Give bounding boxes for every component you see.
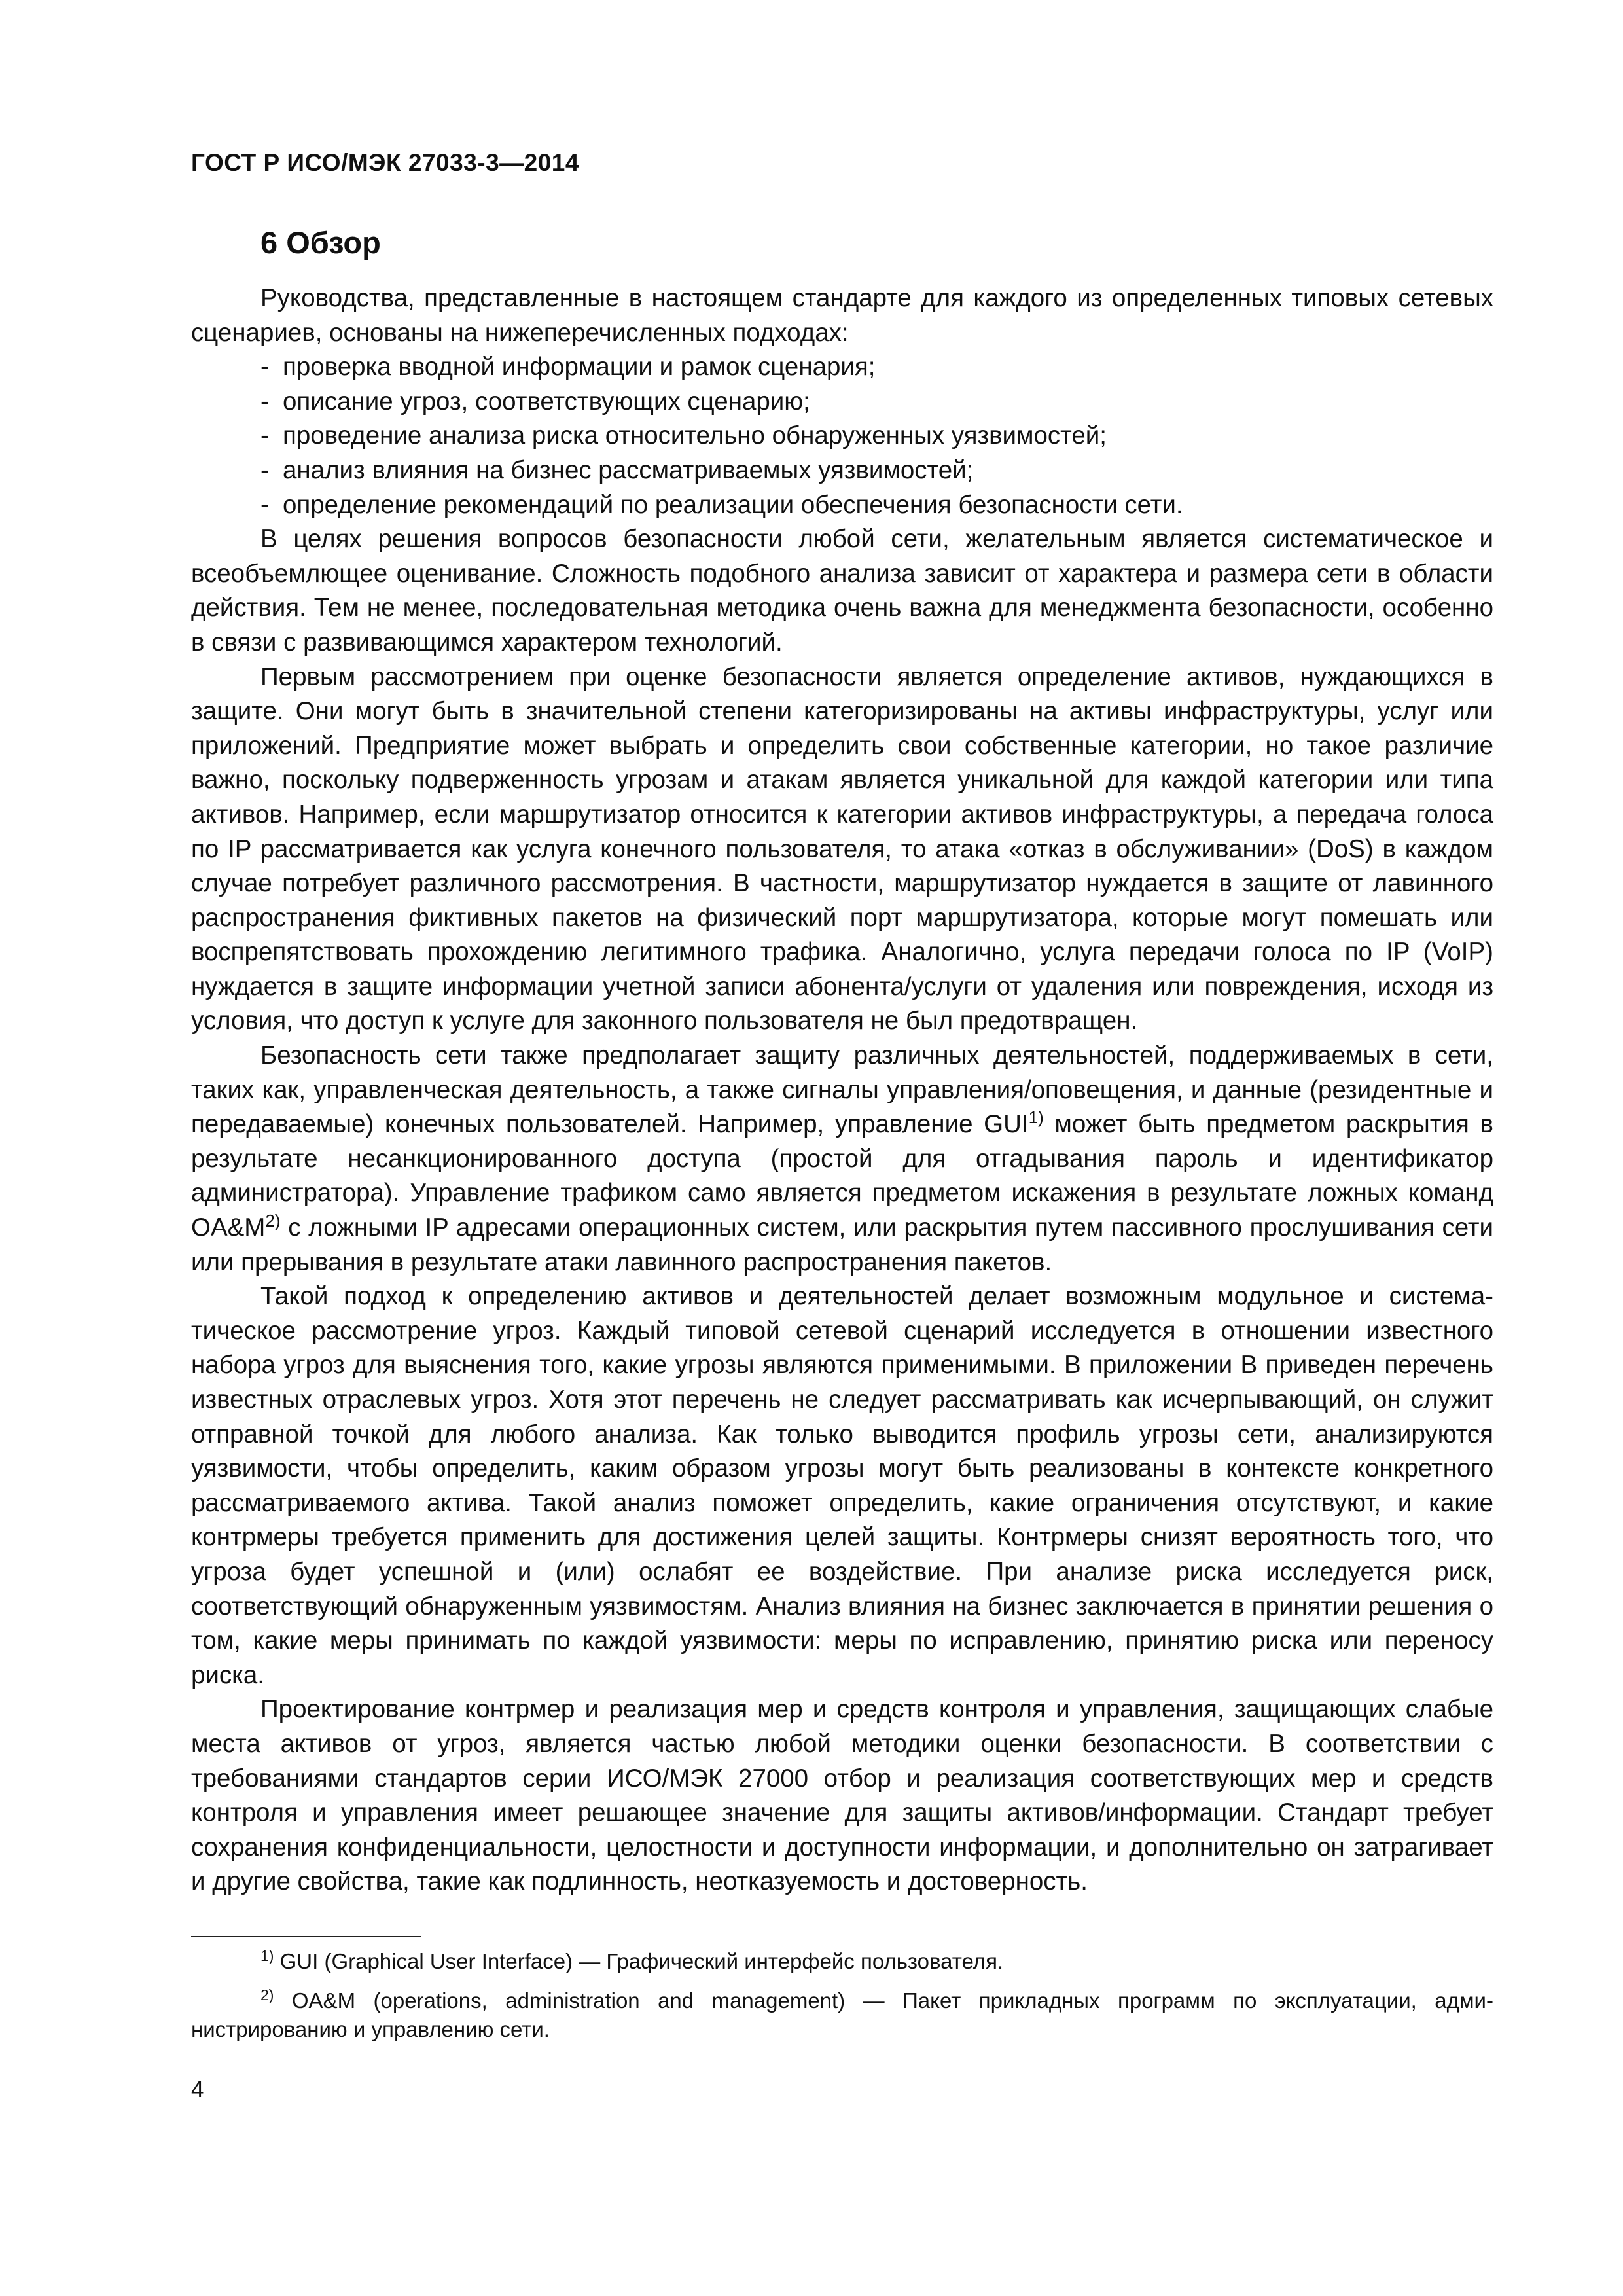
footnote-ref-2[interactable]: 2) [265,1211,281,1231]
section-title: 6 Обзор [260,225,381,260]
standard-header: ГОСТ Р ИСО/МЭК 27033-3—2014 [191,149,579,176]
list-item [191,385,1493,420]
paragraph-systematic-assessment: В целях решения вопросов безопасности любой сети, желательным является систематическое и всеобъемлющее оценивание. Сложность подобного анализа зависит от характера и размера сети в области действия. Тем не менее, последовательная методика очень важна для менеджмента безопасности, особенно в связи с развивающимся характером технологий. [191,525,1493,656]
paragraph-asset-identification: Первым рассмотрением при оценке безопасности является определение активов, нуждающихся в защите. Они могут быть в значительной степени категоризированы на активы инфраструктуры, услуг или приложений. Предприятие может выбрать и определить свои собственные категории, но такое различие важно, поскольку подверженность угрозам и атакам является уникальной для каждой категории или типа активов. Например, если маршрутизатор относится к категории активов инфраструктуры, а передача голоса по IP рассматривается как услуга конечного пользователя, то атака «отказ в обслуживании» (DoS) в каждом случае потребует различного рассмотрения. В частности, маршрутизатор нуждается в защите от лавинного распространения фиктивных пакетов на физический порт маршрутизатора, которые могут помешать или воспрепятствовать прохождению легитимного трафика. Аналогично, услуга передачи голоса по IP (VoIP) нуждается в защите информации учетной записи абонента/услуги от удаления или повреждения, исходя из условия, что доступ к услуге для законного пользователя не был предотвращен. [191,662,1493,1035]
list-item [191,454,1493,488]
paragraph-text: Безопасность сети также предполагает защиту различных деятельностей, поддерживаемых в сети, таких как, управленческая деятельность, а также сигналы управления/оповещения, и данные (резидентные и передаваемые) конечных пользователей. Например, управление GUI [191,1041,1493,1139]
paragraph-countermeasures: Проектирование контрмер и реализация мер и средств контроля и управления, защищающих слабые места активов от угроз, является частью любой методики оценки безопасности. В соответствии с требованиями стандартов серии ИСО/МЭК 27000 отбор и реализация соответствующих мер и средств контроля и управления имеет решающее значение для защиты активов/информации. Стандарт требует сохранения конфиденциальности, целостности и доступности информации, и дополнительно он затрагивает и другие свойства, такие как подлинность, неотказуемость и достоверность. [191,1695,1493,1896]
footnote-divider [191,1936,421,1937]
footnotes [191,1947,1493,2054]
list-dash: - [260,456,269,484]
footnote-1 [191,1947,1493,1976]
list-item [191,419,1493,454]
footnote-marker: 1) [260,1947,274,1964]
list-dash: - [260,353,269,382]
list-item-text: описание угроз, соответствующих сценарию; [283,387,810,416]
footnote-2 [191,1986,1493,2044]
footnote-marker: 2) [260,1986,274,2003]
paragraph-threat-analysis: Такой подход к определению активов и деятельностей делает возможным модульное и систематическое рассмотрение угроз. Каждый типовой сетевой сценарий исследуется в отношении известного набора угроз для выяснения того, какие угрозы являются применимыми. В приложении В приведен перечень известных отраслевых угроз. Хотя этот перечень не следует рассматривать как исчерпывающий, он служит отправной точкой для любого анализа. Как только выводится профиль угрозы сети, анализируются уязвимости, чтобы определить, каким образом угрозы могут быть реализованы в контексте конкретного рассматриваемого актива. Такой анализ поможет определить, какие ограничения отсутствуют, и какие контрмеры требуется применить для достижения целей защиты. Контрмеры снизят вероятность того, что угроза будет успешной и (или) ослабят ее воздействие. При анализе риска исследуется риск, соответствующий обнаруженным уязвимостям. Анализ влияния на бизнес заключается в принятии решения о том, какие меры принимать по каждой уязвимости: меры по исправлению, принятию риска или переносу риска. [191,1282,1493,1689]
list-dash: - [260,422,269,450]
paragraph-text: с ложными IP адресами операционных систем, или раскрытия путем пассивного прослушивания сети или прерывания в результате атаки лавинного распространения пакетов. [191,1213,1493,1276]
list-item-text: проведение анализа риска относительно обнаруженных уязвимостей; [283,422,1107,450]
list-item [191,488,1493,523]
intro-paragraph: Руководства, представленные в настоящем стандарте для каждого из определенных типовых сетевых сценариев, основаны на нижеперечисленных подходах: [191,284,1493,347]
list-item [191,350,1493,385]
page-number: 4 [191,2077,204,2102]
list-dash: - [260,387,269,416]
approaches-list [191,350,1493,522]
section-body [191,281,1493,1899]
paragraph-text: может быть предметом раскрытия в результате несанкционированного доступа (простой для отгадывания пароль и идентификатор администратора). Управление трафиком само является предметом искажения в результате ложных команд OA&M [191,1110,1493,1242]
list-dash: - [260,490,269,519]
list-item-text: проверка вводной информации и рамок сценария; [283,353,876,382]
paragraph-activities-protection [191,1039,1493,1280]
footnote-text: GUI (Graphical User Interface) — Графический интерфейс пользователя. [274,1949,1004,1973]
footnote-text: OA&M (operations, administration and management) — Пакет прикладных программ по эксплуатации, администрированию и управлению сети. [191,1988,1493,2041]
list-item-text: определение рекомендаций по реализации обеспечения безопасности сети. [283,490,1183,519]
footnote-ref-1[interactable]: 1) [1028,1107,1044,1128]
list-item-text: анализ влияния на бизнес рассматриваемых уязвимостей; [283,456,974,484]
